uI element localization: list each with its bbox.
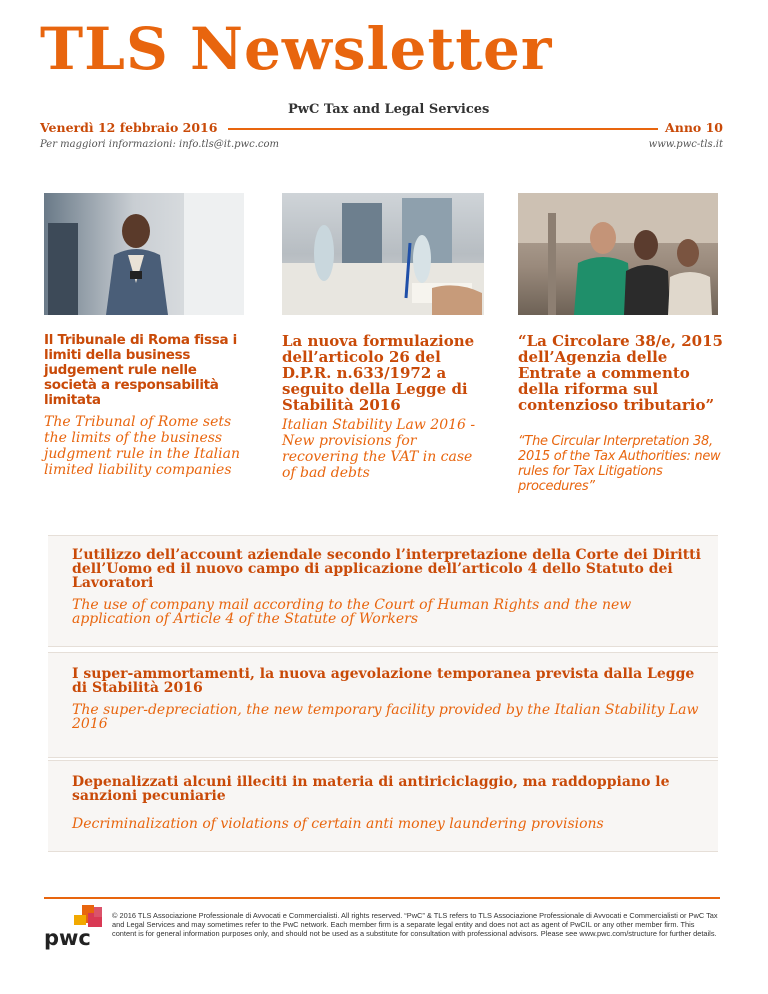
article-box-5[interactable] [48, 652, 718, 758]
photo-meeting-table[interactable] [282, 193, 484, 315]
article-5-subtitle[interactable]: The super-depreciation, the new temporary facility provided by the Italian Stability Law 2016 [72, 702, 699, 732]
article-3-subtitle[interactable]: “The Circular Interpretation 38, 2015 of the Tax Authorities: new rules for Tax Litigations procedures” [518, 434, 721, 494]
article-5-title[interactable]: I super-ammortamenti, la nuova agevolazione temporanea prevista dalla Legge di Stabilità 2016 [72, 666, 695, 696]
article-3-title[interactable]: “La Circolare 38/e, 2015 dell’Agenzia delle Entrate a commento della riforma sul contenzioso tributario” [518, 332, 723, 414]
newsletter-title: TLS Newsletter [40, 15, 553, 83]
website-link[interactable]: www.pwc-tls.it [648, 139, 723, 150]
pwc-logo-text: pwc [44, 926, 91, 950]
article-box-6[interactable] [48, 760, 718, 852]
article-1-subtitle[interactable]: The Tribunal of Rome sets the limits of the business judgment rule in the Italian limited liability companies [44, 414, 240, 478]
article-6-title[interactable]: Depenalizzati alcuni illeciti in materia di antiriciclaggio, ma raddoppiano le sanzioni pecuniarie [72, 774, 670, 804]
footer-divider [44, 897, 720, 899]
article-6-subtitle[interactable]: Decriminalization of violations of certain anti money laundering provisions [72, 816, 604, 832]
article-1-title[interactable]: Il Tribunale di Roma fissa i limiti della business judgement rule nelle società a responsabilità limitata [44, 332, 237, 408]
article-box-4[interactable] [48, 535, 718, 647]
issue-year: Anno 10 [665, 120, 723, 135]
photo-woman-phone[interactable] [44, 193, 244, 315]
contact-info: Per maggiori informazioni: info.tls@it.pwc.com [40, 139, 279, 150]
legal-disclaimer: © 2016 TLS Associazione Professionale di Avvocati e Commercialisti. All rights reserved. “PwC” & TLS refers to TLS Associazione Professionale di Avvocati e Commercialisti or PwC Tax and Legal Services and may sometimes refer to the PwC network. Each member firm is a separate legal entity and does not act as agent of PwCIL or any other member firm. This content is for general information purposes only, and should not be used as a substitute for consultation with professional advisors. Please see www.pwc.com/structure for further details. [112, 911, 718, 939]
article-2-subtitle[interactable]: Italian Stability Law 2016 - New provisions for recovering the VAT in case of bad debts [282, 417, 476, 481]
article-2-title[interactable]: La nuova formulazione dell’articolo 26 del D.P.R. n.633/1972 a seguito della Legge di Stabilità 2016 [282, 332, 475, 414]
header-divider [228, 128, 658, 130]
article-4-subtitle[interactable]: The use of company mail according to the Court of Human Rights and the new application of Article 4 of the Statute of Workers [72, 597, 632, 627]
article-4-title[interactable]: L’utilizzo dell’account aziendale secondo l’interpretazione della Corte dei Diritti dell’Uomo ed il nuovo campo di applicazione dell’articolo 4 dello Statuto dei Lavoratori [72, 547, 701, 591]
newsletter-subtitle: PwC Tax and Legal Services [288, 102, 490, 117]
issue-date: Venerdì 12 febbraio 2016 [40, 120, 218, 135]
photo-women-panel[interactable] [518, 193, 718, 315]
